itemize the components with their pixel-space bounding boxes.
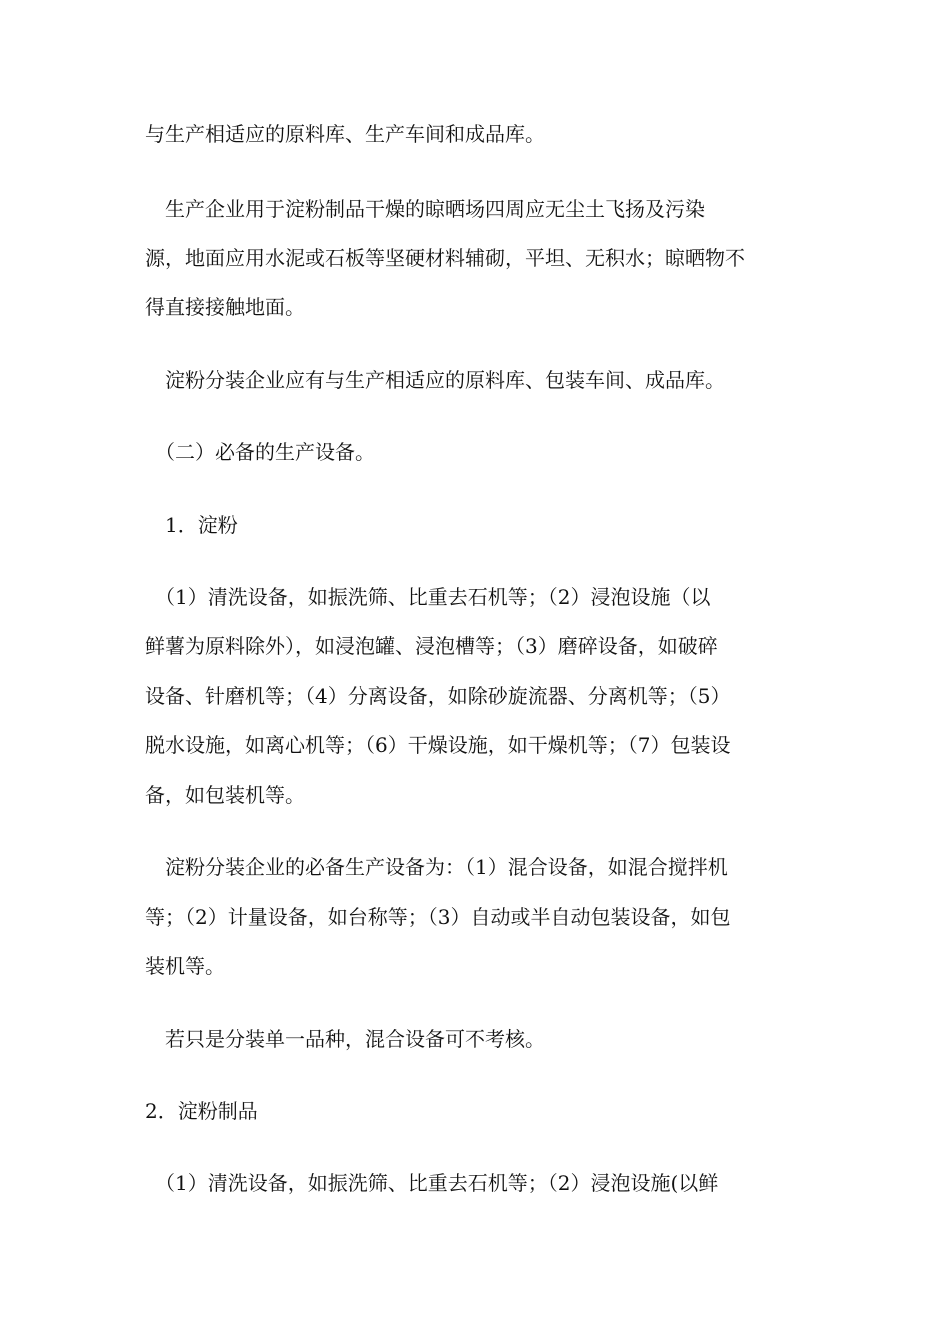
text-line: （1）清洗设备，如振洗筛、比重去石机等；（2）浸泡设施（以 — [145, 585, 711, 609]
section-heading: （二）必备的生产设备。 — [145, 440, 375, 464]
text-line: 鲜薯为原料除外），如浸泡罐、浸泡槽等；（3）磨碎设备，如破碎 — [145, 634, 718, 658]
text-line: 装机等。 — [145, 954, 225, 978]
text-line: 若只是分装单一品种，混合设备可不考核。 — [145, 1027, 545, 1051]
text-line: （1）清洗设备，如振洗筛、比重去石机等；（2）浸泡设施(以鲜 — [145, 1171, 719, 1195]
text-line: 得直接接触地面。 — [145, 295, 305, 319]
text-line: 源，地面应用水泥或石板等坚硬材料辅砌，平坦、无积水；晾晒物不 — [145, 246, 745, 270]
text-line: 淀粉分装企业的必备生产设备为：（1）混合设备，如混合搅拌机 — [145, 855, 728, 879]
text-line: 生产企业用于淀粉制品干燥的晾晒场四周应无尘土飞扬及污染 — [145, 197, 705, 221]
text-line: 与生产相适应的原料库、生产车间和成品库。 — [145, 122, 545, 146]
text-line: 脱水设施，如离心机等；（6）干燥设施，如干燥机等；（7）包装设 — [145, 733, 731, 757]
text-line: 淀粉分装企业应有与生产相适应的原料库、包装车间、成品库。 — [145, 368, 725, 392]
subsection-heading: 1．淀粉 — [145, 513, 238, 537]
text-line: 设备、针磨机等；（4）分离设备，如除砂旋流器、分离机等；（5） — [145, 684, 731, 708]
subsection-heading: 2．淀粉制品 — [145, 1099, 258, 1123]
text-line: 等；（2）计量设备，如台称等；（3）自动或半自动包装设备，如包 — [145, 905, 731, 929]
text-line: 备，如包装机等。 — [145, 783, 305, 807]
